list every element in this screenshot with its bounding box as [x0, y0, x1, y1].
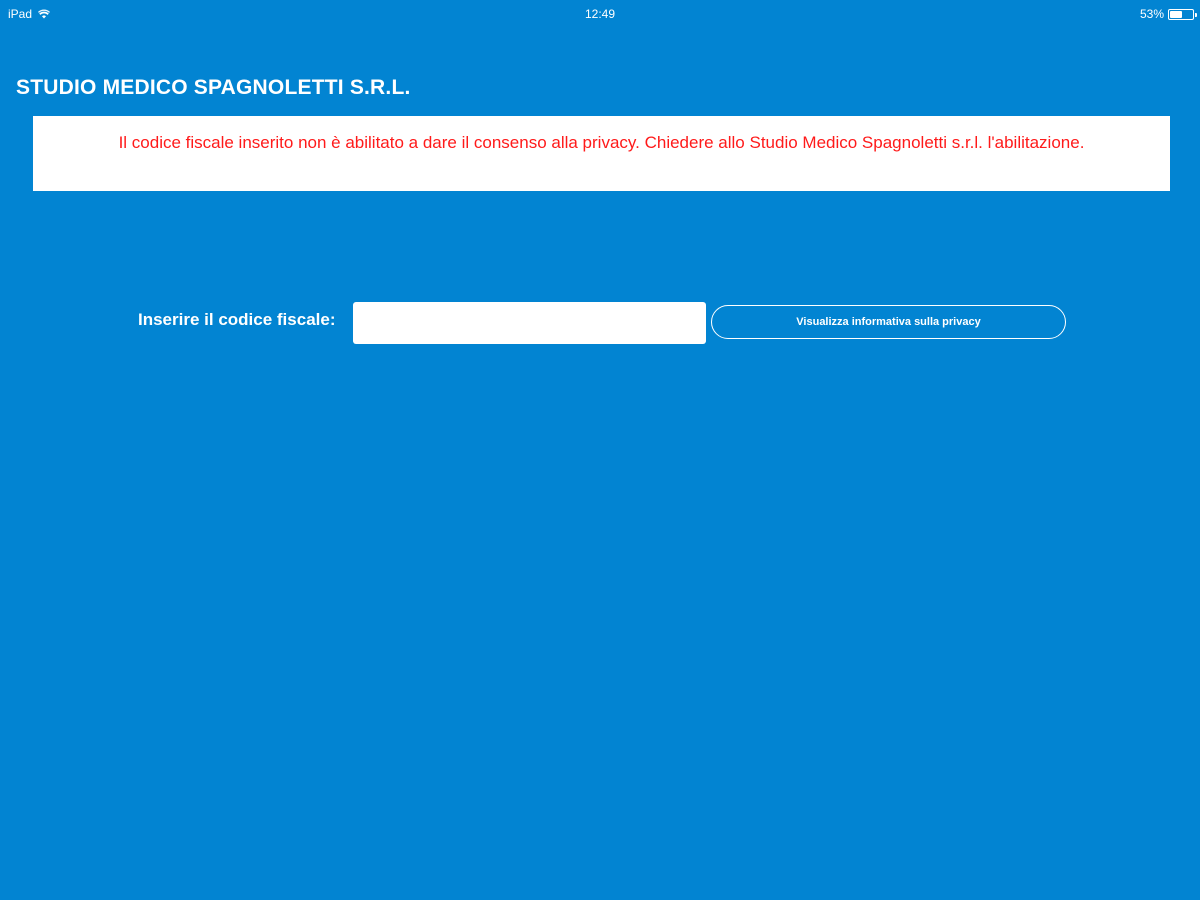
error-message: Il codice fiscale inserito non è abilitato a dare il consenso alla privacy. Chiedere allo Studio Medico Spagnoletti s.r.l. l'abilitazione.	[118, 133, 1085, 152]
status-right	[1140, 7, 1194, 21]
view-privacy-button[interactable]: Visualizza informativa sulla privacy	[711, 305, 1066, 339]
device-name: iPad	[8, 7, 33, 21]
battery-percent: 53%	[1139, 7, 1164, 21]
battery-level-fill	[1170, 11, 1182, 18]
page-title: STUDIO MEDICO SPAGNOLETTI S.R.L.	[16, 76, 411, 99]
battery-icon	[1168, 9, 1194, 20]
fiscal-code-input[interactable]	[353, 302, 706, 344]
status-bar	[0, 0, 1200, 28]
status-time: 12:49	[584, 7, 616, 21]
battery-tip	[1195, 13, 1197, 17]
error-alert	[33, 116, 1170, 191]
fiscal-code-label: Inserire il codice fiscale:	[138, 310, 336, 329]
